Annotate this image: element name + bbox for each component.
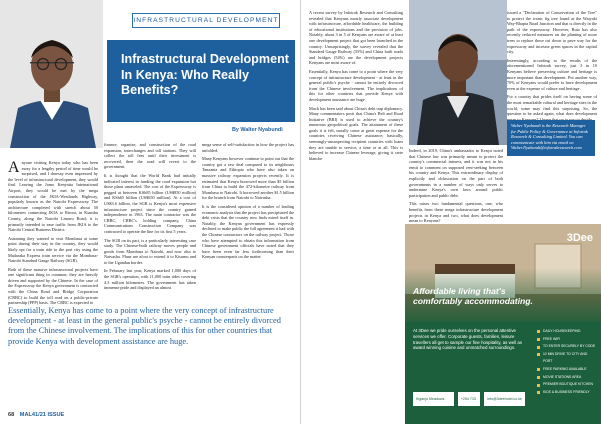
ad-address: Kiganjo Meadows Rd, Off Ngong Road — [413, 392, 454, 406]
ad-features-list — [537, 328, 597, 396]
article-title-block — [107, 40, 295, 122]
ad-feature: DAILY HOUSEKEEPING — [537, 328, 597, 336]
drop-cap: A — [8, 159, 20, 176]
right-page — [300, 0, 600, 424]
paragraph — [8, 160, 98, 233]
paragraph: Essentially, Kenya has come to a point where the very concept of infrastructure development - at least in the general public's psyche - cannot be entirely divorced from the Chinese involvement. The implications of this for other countries that provide Kenya with development assistance are huge. — [309, 68, 403, 102]
photo-illustration — [409, 0, 507, 145]
hotel-advertisement[interactable] — [405, 224, 601, 424]
paragraph: Interestingly, according to the results of the aforementioned Infotrak survey, just 3 in 10 Kenyans believe preserving culture and heritage is more important than development. Put another way, 70% of Kenyans would prefer to have development even at the expense of culture and heritage. — [507, 57, 597, 91]
article-title: Infrastructural Development In Kenya: Who Really Benefits? — [121, 52, 289, 97]
paragraph: Much has been said about China's debt trap diplomacy. Many commentators posit that China's Belt and Road Initiative (BRI) is used to achieve the country's numerous geopolitical goals. The attainment of these goals it is felt, usually come at great expense for the countries receiving Chinese assistance; basically, seemingly-unsuspecting recipient countries with loans they are unable to service, a time or at all. This is believed to increase Chinese leverage, giving it carte blanche — [309, 105, 403, 161]
ad-contact-bar — [413, 392, 525, 415]
paragraph: The SGR on its part, is a particularly interesting case study. The Chinese-built railway moves people and goods from Mombasa to Nairobi, and now also to Naivasha. Plans are afoot to extend it to Kisumu and to the Ugandan border. — [104, 237, 196, 265]
right-column-1 — [309, 10, 403, 222]
section-tag: INFRASTRUCTURAL DEVELOPMENT — [132, 13, 280, 28]
byline: By Walter Nyabundi — [232, 127, 283, 133]
page-number: 68 — [8, 412, 15, 418]
paragraph: issued a "Declaration of Conservation of the Tree" to protect the iconic fig tree found at the Waiyaki Way-Rhapta Road Junction and that is directly in the path of the expressway. However, Ruto has also recently reduced measures on the planting of more trees to replace those cut down to pave way for the expressway and increase green spaces in the capital city. — [507, 10, 597, 55]
paragraph: Indeed, in 2019, China's ambassador to Kenya noted that Chinese law was primarily meant to protect the country's commercial interest, and it was not in his remit to comment on supposed rent-seeking between his country and Kenya. This extraordinary display of explicitly and obfuscation on the part of both governments in a number of ways only serves to undermine Kenya's own laws around public participation and public debt. — [409, 148, 503, 198]
article-photo — [409, 0, 507, 145]
paragraph: A recent survey by Infotrak Research and Consulting revealed that Kenyans mostly associate development with infrastructure, affordable healthcare, the building of educational institutions and the provision of jobs. Notably, about 3 in 5 of Kenyans are aware of at least one development project that got been launched in the country. Unsurprisingly, the survey revealed that the Standard Gauge Railway (55%) and China built roads and bridges (54%) are the development projects Kenyans are most aware of. — [309, 10, 403, 66]
ad-feature: FREE PARKING AVAILABLE — [537, 366, 597, 374]
ad-feature: PREMIER BOUTIQUE KITCHEN — [537, 381, 597, 389]
ad-feature: MOVIE STATIONS AREA — [537, 374, 597, 382]
paragraph: This raises two fundamental questions, one, who benefits from these mega infrastructure development projects in Kenya and two, what does development mean to Kenyans? — [409, 201, 503, 224]
left-page — [0, 0, 300, 424]
right-column-3 — [507, 10, 597, 120]
paragraph-text: nyone visiting Kenya today who has been away for a lengthy period of time would be surprised, and I daresay even impressed by the level of infrastructural development, they would find. Leaving the Jomo Kenyatta International Airport, they would be met by the mega construction of the JKIA-Westlands Highway, popularly known as the Nairobi Expressway. The architecture completed with stretch about 50 kilometres connecting JKIA to Rironi, in Kiambu County, along the Nairobi Limuru Road; it is primarily intended to ease traffic from JKIA to the Nairobi Central Business District. — [8, 160, 98, 233]
ad-feature: TO ENTER SECURELY BY CODE — [537, 343, 597, 351]
magazine-issue: MAL41/21 ISSUE — [19, 412, 65, 418]
left-column-2 — [104, 142, 196, 302]
left-column-3 — [202, 142, 294, 302]
paragraph: In February last year, Kenya marked 1,000 days of the SGR's operation, with 11,000 train rides covering 4.3 million kilometres. The government has taken immense pride and displayed an almost — [104, 268, 196, 291]
author-bio-box: Walter Nyabundi is the Research Manager for Public Policy & Governance at Infotrak Research & Consulting Limited. You can communicate with him via email on Walter.Nyabundi@infotrakresearch.com — [507, 120, 595, 156]
ad-body: At 3Dee we pride ourselves on the personal attentive services we offer. Corporate guests, families, leisure travellers all get to sample our fine hospitality, as well as award winning cuisine and unmatched surroundings. — [413, 328, 523, 351]
paragraph: Assuming they wanted to visit Mombasa at some point during their stay in the country, they would likely opt for a train ride to the port city using the Madaraka Express train service via the Mombasa-Nairobi Standard Gauge Railway (SGR). — [8, 235, 98, 264]
paragraph: finance, organize, and construction of the road expansion, interchanges and toll stations. They will collect the toll fees until their investment is recovered, then the road will revert to the government. — [104, 142, 196, 170]
ad-feature: FREE WIFI — [537, 336, 597, 344]
paragraph: mega sense of self-satisfaction in how the project has unfolded. — [202, 142, 294, 153]
paragraph: It is thought that the World Bank had initially indicated interest in funding the road expansion but those plans unraveled. The cost of the Expressway is pegged at between KSh85 billion (US$850 million) and KSh65 billion (US$650 million). At a cost of US$3.6 billion, the SGR is Kenya's most expensive infrastructure project since the country gained independence in 1963. The main contractor was the CRBC, CRBC's holding company, China Communications Construction Company was contracted to operate the line for its first 5 years. — [104, 172, 196, 234]
paragraph: It is the considered opinion of a number of leading economic analysts that the project has precipitated the debt crisis that the country now finds mired itself in. Notably, the Kenyan government has expressly declined to make public the full agreement it had with the Chinese contractors on the railway project. Those who have attempted to obtain this information from Chinese government officials have noted that they have been even far less forthcoming than their Kenyan counterparts on the matter. — [202, 203, 294, 260]
ad-email[interactable]: info@3deehotel.co.ke — [484, 392, 525, 406]
right-column-2 — [409, 148, 503, 222]
pull-quote: Essentially, Kenya has come to a point where the very concept of infrastructure development - at least in the general public's psyche - cannot be entirely divorced from the Chinese involvement. The implications of this for other countries that provide Kenya with development assistance are huge. — [8, 306, 281, 346]
author-portrait — [0, 0, 103, 148]
portrait-illustration — [0, 0, 103, 148]
paragraph: For a country that prides itself on having some of the most remarkable cultural and heritage sites in the world, some may find this surprising. So, the question to be asked again, what does development — [507, 94, 597, 117]
ad-headline: Affordable living that's comfortably accommodating. — [413, 286, 533, 306]
page-footer — [8, 412, 64, 418]
paragraph: Many Kenyans however continue to point out that the country got a raw deal compared to its neighbours Tanzania and Ethiopia who have also taken on massive railway expansion projects recently. It is estimated that Kenya borrowed more than $5 billion from China to build the 472-kilometre railway from Mombasa to Nairobi. It borrowed another $1.5 billion for the branch from Nairobi to Naivasha. — [202, 156, 294, 201]
ad-feature: KIDS & BUSINESS FRIENDLY — [537, 389, 597, 397]
ad-phone[interactable]: +254 733 000 000 — [458, 392, 480, 406]
left-column-1 — [8, 159, 98, 306]
ad-logo: 3Dee — [566, 232, 593, 244]
paragraph: Both of these massive infrastructural projects have one significant thing in common; they are heavily driven and supported by the Chinese. In the case of the Expressway the Kenya government is contracted with the China Road and Bridge Corporation (CRBC) to build the toll road on a public-private partnership (PPP) basis. The CRBC is expected to — [8, 266, 98, 306]
ad-feature: 12 MIN DRIVE TO CITY AND PORT — [537, 351, 597, 366]
